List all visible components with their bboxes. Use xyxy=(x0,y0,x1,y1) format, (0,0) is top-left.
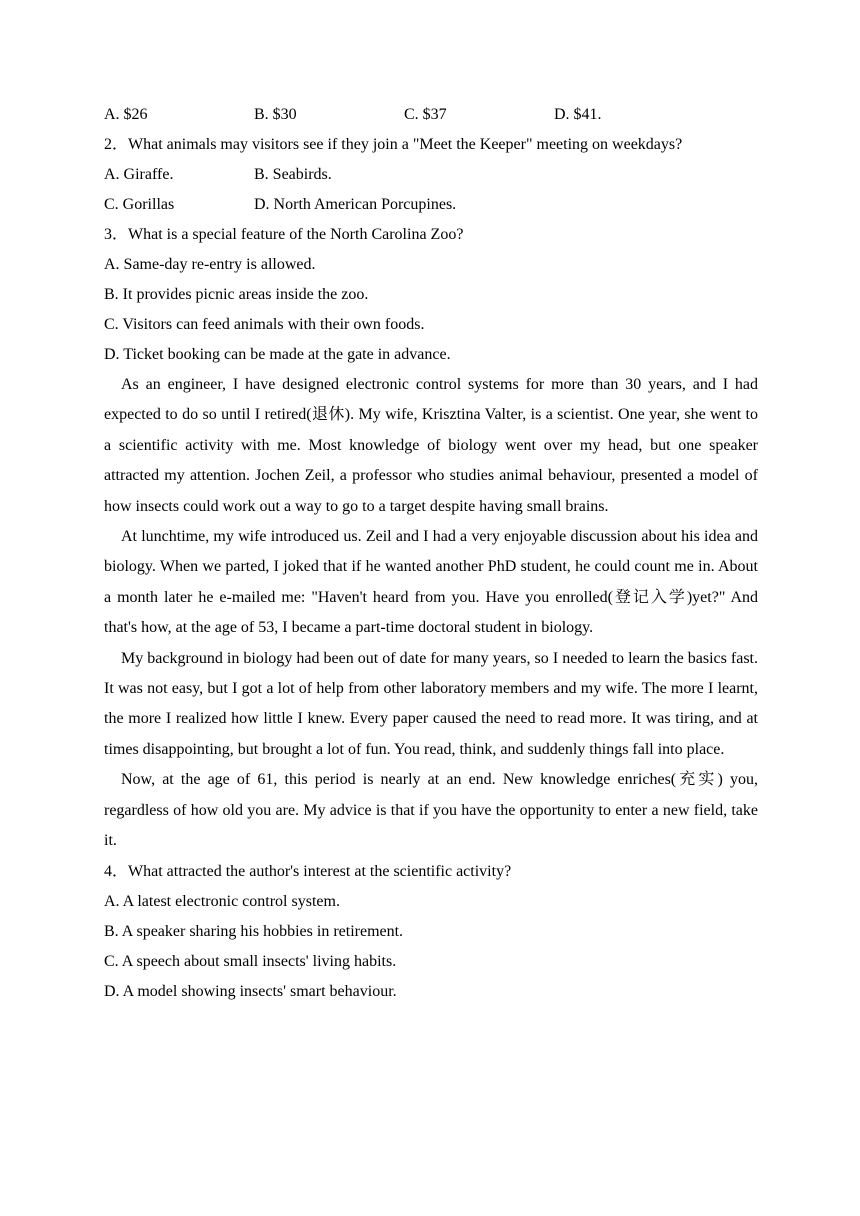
q4-option-a: A. A latest electronic control system. xyxy=(104,892,340,910)
passage-paragraph-1: As an engineer, I have designed electronic control systems for more than 30 years, and I had expected to do so until I retired(退休). My wife, Krisztina Valter, is a scientist. One year, she went to a scientific activity with me. Most knowledge of biology went over my head, but one speaker attracted my attention. Jochen Zeil, a professor who studies animal behaviour, presented a model of how insects could work out a way to go to a target despite having small brains. xyxy=(104,376,758,515)
passage-paragraph-4: Now, at the age of 61, this period is nearly at an end. New knowledge enriches(充实) you, regardless of how old you are. My advice is that if you have the opportunity to enter a new field, take it. xyxy=(104,771,758,850)
q3-option-c: C. Visitors can feed animals with their own foods. xyxy=(104,316,425,333)
q2-stem: 2．What animals may visitors see if they join a "Meet the Keeper" meeting on weekdays? xyxy=(104,136,683,153)
q4-option-c: C. A speech about small insects' living habits. xyxy=(104,952,397,970)
q3-stem: 3．What is a special feature of the North Carolina Zoo? xyxy=(104,226,464,243)
q2-option-d: D. North American Porcupines. xyxy=(254,196,457,213)
passage-paragraph-2: At lunchtime, my wife introduced us. Zeil and I had a very enjoyable discussion about his idea and biology. When we parted, I joked that if he wanted another PhD student, he could count me in. About a month later he e-mailed me: "Haven't heard from you. Have you enrolled(登记入学)yet?" And that's how, at the age of 53, I became a part-time doctoral student in biology. xyxy=(104,528,758,637)
q2-options-row-2 xyxy=(104,190,758,220)
q2-options-row-1 xyxy=(104,160,758,190)
q1-options xyxy=(104,100,758,130)
q3-option-a: A. Same-day re-entry is allowed. xyxy=(104,256,316,273)
q4-option-b: B. A speaker sharing his hobbies in retirement. xyxy=(104,922,404,940)
q1-option-a: A. $26 xyxy=(104,106,148,123)
q3-option-b: B. It provides picnic areas inside the zoo. xyxy=(104,286,369,303)
q2-option-a: A. Giraffe. xyxy=(104,166,174,183)
q1-option-d: D. $41. xyxy=(554,106,602,123)
q2-option-b: B. Seabirds. xyxy=(254,166,332,183)
exam-page xyxy=(104,100,758,1007)
q4-stem: 4．What attracted the author's interest at the scientific activity? xyxy=(104,862,512,880)
q4-option-d: D. A model showing insects' smart behaviour. xyxy=(104,982,397,1000)
q3-option-d: D. Ticket booking can be made at the gate in advance. xyxy=(104,346,451,363)
q1-option-b: B. $30 xyxy=(254,106,297,123)
q2-option-c: C. Gorillas xyxy=(104,196,175,213)
q1-option-c: C. $37 xyxy=(404,106,447,123)
passage-paragraph-3: My background in biology had been out of date for many years, so I needed to learn the basics fast. It was not easy, but I got a lot of help from other laboratory members and my wife. The more I learnt, the more I realized how little I knew. Every paper caused the need to read more. It was tiring, and at times disappointing, but brought a lot of fun. You read, think, and suddenly things fall into place. xyxy=(104,649,758,758)
